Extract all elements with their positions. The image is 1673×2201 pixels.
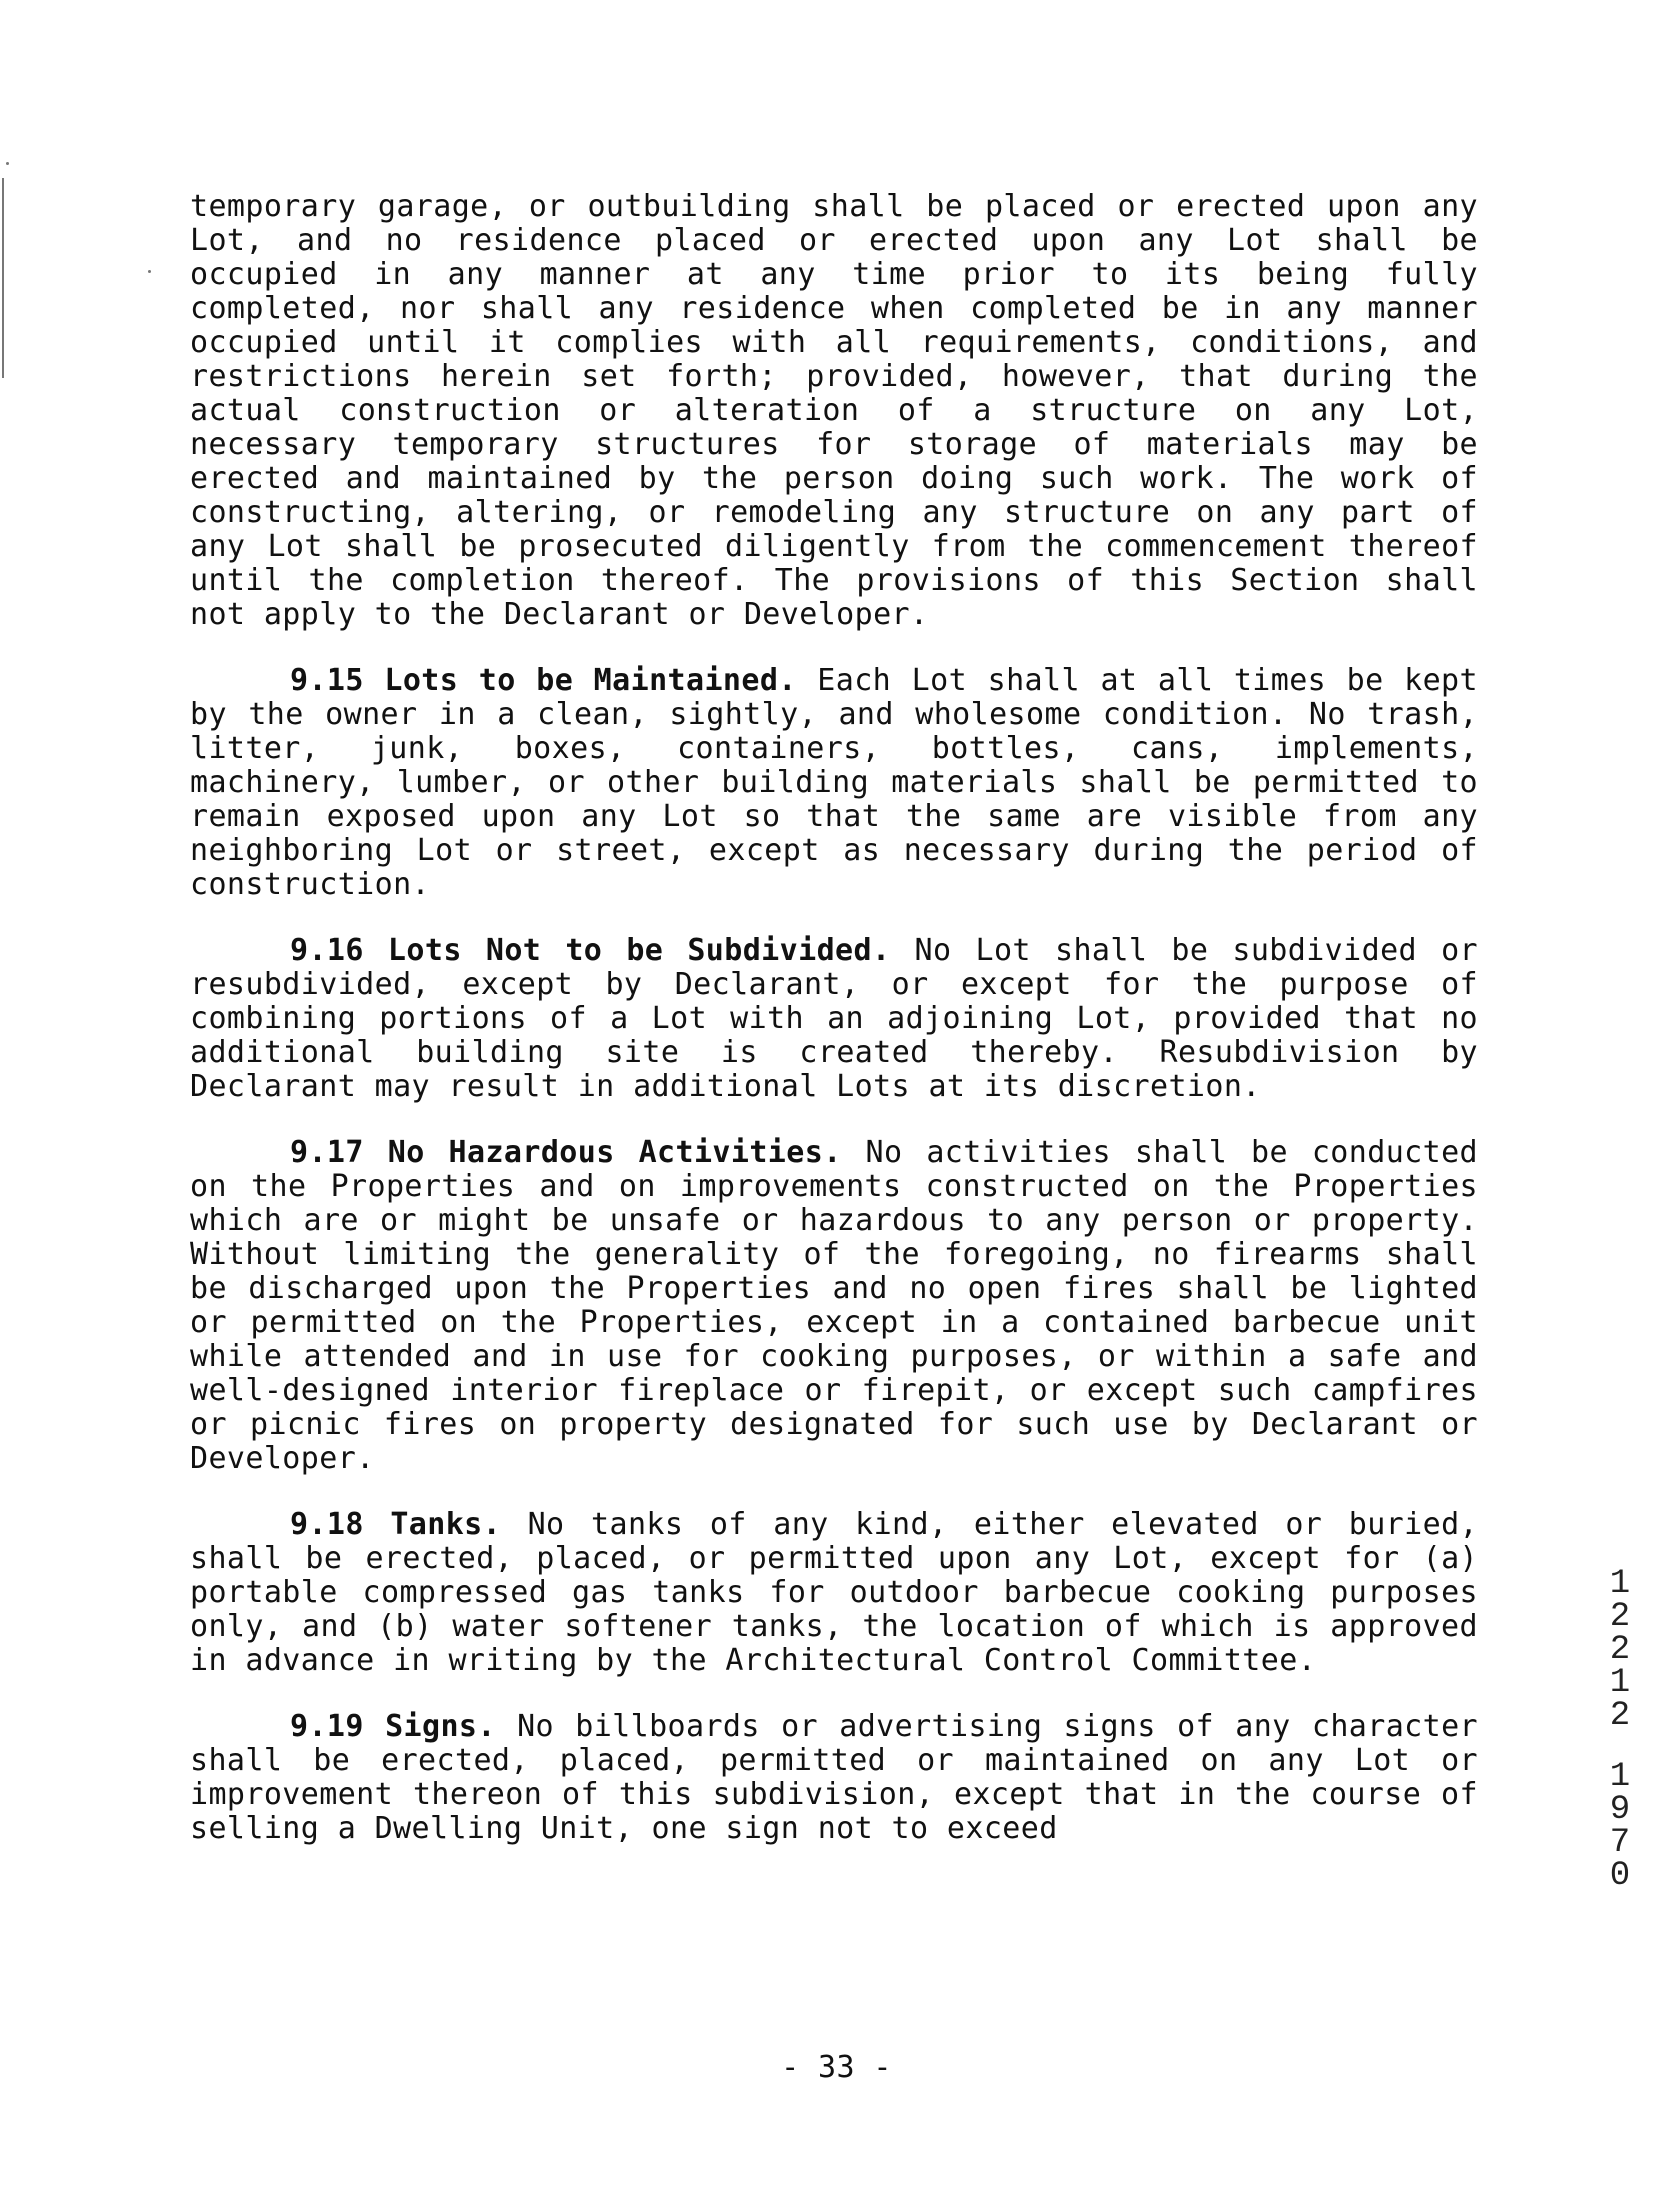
recording-digit: 2 — [1609, 1697, 1631, 1735]
section-heading: 9.15 Lots to be Maintained. — [290, 663, 797, 698]
recording-digit: 1 — [1609, 1664, 1631, 1702]
recording-digit: 2 — [1609, 1598, 1631, 1636]
paragraph-continuation — [190, 190, 1478, 632]
paragraph-text: temporary garage, or outbuilding shall be placed or erected upon any Lot, and no residence placed or erected upon any Lot shall be occupied in any manner at any time prior to its being fully completed, nor shall any residence when completed be in any manner occupied until it complies with all requirements, conditions, and restrictions herein set forth; provided, however, that during the actual construction or alteration of a structure on any Lot, necessary temporary structures for storage of materials may be erected and maintained by the person doing such work. The work of constructing, altering, or remodeling any structure on any part of any Lot shall be prosecuted diligently from the commencement thereof until the completion thereof. The provisions of this Section shall not apply to the Declarant or Developer. — [190, 189, 1478, 632]
section-9-18 — [190, 1508, 1478, 1678]
document-body — [190, 190, 1478, 1878]
section-9-16 — [190, 934, 1478, 1104]
scan-margin-mark — [148, 270, 151, 273]
recording-digit: 7 — [1609, 1824, 1631, 1862]
recording-digit: 1 — [1609, 1758, 1631, 1796]
scan-margin-mark — [6, 162, 9, 165]
section-heading: 9.16 Lots Not to be Subdivided. — [290, 933, 891, 968]
paragraph-text: No activities shall be conducted on the Properties and on improvements constructed on the Properties which are or might be unsafe or hazardous to any person or property. Without limiting the generality of the foregoing, no firearms shall be discharged upon the Properties and no open fires shall be lighted or permitted on the Properties, except in a contained barbecue unit while attended and in use for cooking purposes, or within a safe and well-designed interior fireplace or firepit, or except such campfires or picnic fires on property designated for such use by Declarant or Developer. — [190, 1135, 1478, 1476]
scan-margin-rule — [2, 178, 4, 378]
recording-number-stamp — [1600, 1565, 1640, 1895]
section-heading: 9.18 Tanks. — [290, 1507, 502, 1542]
recording-digit: 2 — [1609, 1631, 1631, 1669]
paragraph-text: No Lot shall be subdivided or resubdivided, except by Declarant, or except for the purpose of combining portions of a Lot with an adjoining Lot, provided that no additional building site is created thereby. Resubdivision by Declarant may result in additional Lots at its discretion. — [190, 933, 1478, 1104]
recording-digit: 1 — [1609, 1565, 1631, 1603]
paragraph-text: Each Lot shall at all times be kept by the owner in a clean, sightly, and wholesome condition. No trash, litter, junk, boxes, containers, bottles, cans, implements, machinery, lumber, or other building materials shall be permitted to remain exposed upon any Lot so that the same are visible from any neighboring Lot or street, except as necessary during the period of construction. — [190, 663, 1478, 902]
paragraph-text: No billboards or advertising signs of any character shall be erected, placed, permitted or maintained on any Lot or improvement thereon of this subdivision, except that in the course of selling a Dwelling Unit, one sign not to exceed — [190, 1709, 1479, 1846]
recording-digit: 0 — [1609, 1857, 1631, 1895]
section-9-17 — [190, 1136, 1478, 1476]
recording-gap — [1600, 1733, 1640, 1761]
section-heading: 9.19 Signs. — [290, 1709, 496, 1744]
section-heading: 9.17 No Hazardous Activities. — [290, 1135, 842, 1170]
paragraph-text: No tanks of any kind, either elevated or buried, shall be erected, placed, or permitted upon any Lot, except for (a) portable compressed gas tanks for outdoor barbecue cooking purposes only, and (b) water softener tanks, the location of which is approved in advance in writing by the Architectural Control Committee. — [190, 1507, 1478, 1678]
section-9-15 — [190, 664, 1478, 902]
section-9-19 — [190, 1710, 1478, 1846]
page-number: - 33 - — [781, 2050, 892, 2085]
recording-digit: 9 — [1609, 1791, 1631, 1829]
